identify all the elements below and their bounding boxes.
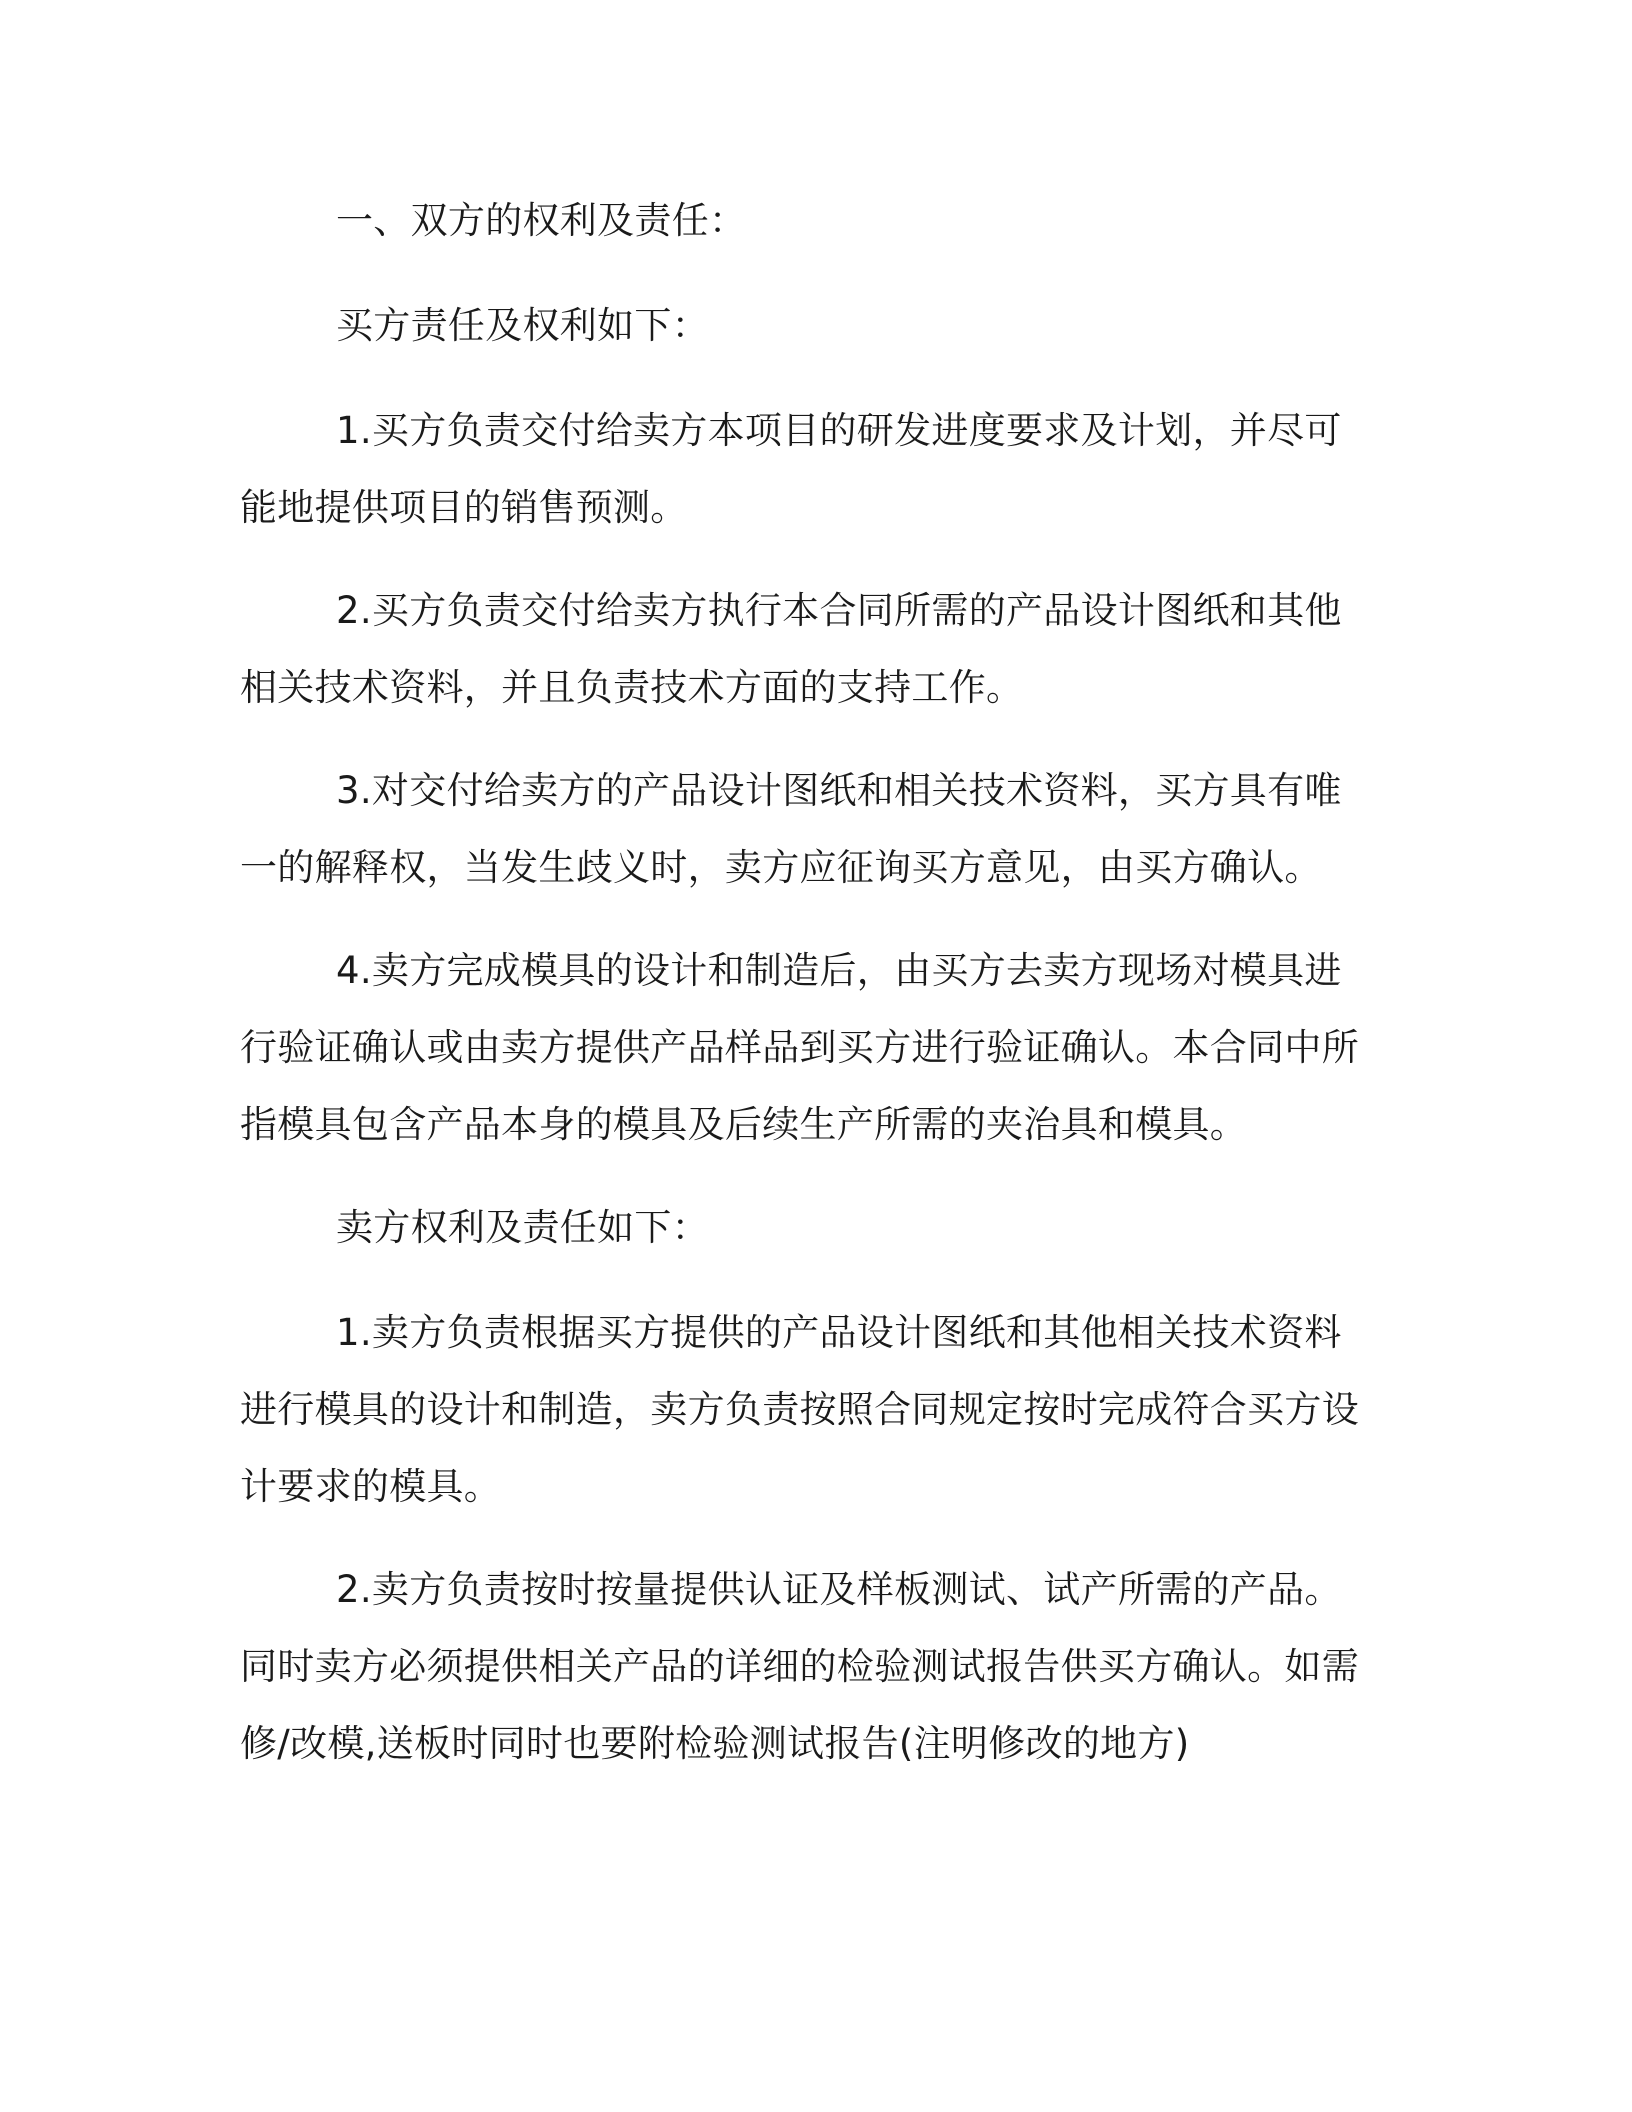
buyer-item-4: 4.卖方完成模具的设计和制造后，由买方去卖方现场对模具进行验证确认或由卖方提供产品样品到买方进行验证确认。本合同中所指模具包含产品本身的模具及后续生产所需的夹治具和模具。 [240, 949, 1359, 1146]
section-heading: 一、双方的权利及责任： [336, 199, 747, 242]
buyer-heading: 买方责任及权利如下： [336, 304, 709, 347]
buyer-item-1: 1.买方负责交付给卖方本项目的研发进度要求及计划，并尽可能地提供项目的销售预测。 [240, 409, 1342, 529]
seller-item-2: 2.卖方负责按时按量提供认证及样板测试、试产所需的产品。同时卖方必须提供相关产品的详细的检验测试报告供买方确认。如需修/改模,送板时同时也要附检验测试报告(注明修改的地方) [240, 1568, 1359, 1765]
buyer-item-2: 2.买方负责交付给卖方执行本合同所需的产品设计图纸和其他相关技术资料，并且负责技术方面的支持工作。 [240, 589, 1342, 709]
seller-item-1: 1.卖方负责根据买方提供的产品设计图纸和其他相关技术资料进行模具的设计和制造，卖方负责按照合同规定按时完成符合买方设计要求的模具。 [240, 1311, 1359, 1508]
document-page [240, 182, 1370, 1782]
seller-heading: 卖方权利及责任如下： [336, 1206, 709, 1249]
buyer-item-3: 3.对交付给卖方的产品设计图纸和相关技术资料，买方具有唯一的解释权，当发生歧义时，卖方应征询买方意见，由买方确认。 [240, 769, 1342, 889]
